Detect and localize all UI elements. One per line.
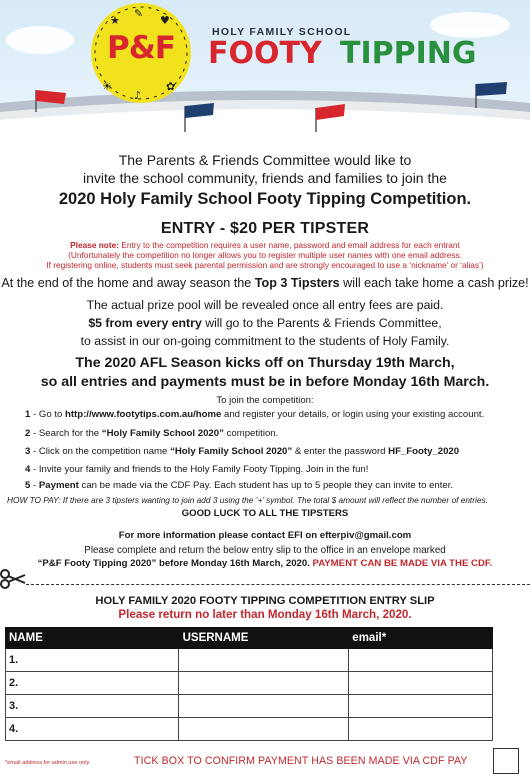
prize-pre: At the end of the home and away season the [1,276,255,290]
pool-line-2 [0,314,530,332]
svg-text:★: ★ [110,14,120,27]
contact-line: For more information please contact EFI on efterpiv@gmail.com [118,530,412,541]
header-banner [0,0,530,145]
note-line-1 [0,240,530,250]
slip-subtitle: Please return no later than Monday 16th March, 2020. [118,608,412,621]
scissors-icon [0,568,26,590]
prize-line [0,276,530,290]
competition-title: 2020 Holy Family School Footy Tipping Competition. [58,190,472,208]
note-label: Please note: [70,240,120,250]
pool-line-1: The actual prize pool will be revealed once all entry fees are paid. [86,298,444,312]
username-cell[interactable] [178,718,349,741]
payment-label: Payment [38,480,79,491]
note-text-1: Entry to the competition requires a user name, password and email address for each entrant [119,240,460,250]
cut-line [26,584,530,585]
table-row [6,672,493,695]
step-text: - Invite your family and friends to the Holy Family Footy Tipping. Join in the fun! [30,464,369,475]
step-number: 3 [25,446,31,457]
column-header-email: email* [349,628,493,649]
step-1 [25,409,484,420]
email-cell[interactable] [349,718,493,741]
step-5 [25,480,453,491]
pool-rest: will go to the Parents & Friends Committee, [201,316,442,330]
step-number: 1 [25,409,31,420]
username-cell[interactable] [178,695,349,718]
step-text: - Click on the competition name [30,446,171,457]
step-text: - Go to [30,409,65,420]
column-header-username: USERNAME [178,628,349,649]
svg-text:☀: ☀ [102,80,112,93]
step-3 [25,446,459,457]
entry-table [5,627,493,741]
step-text: and register your details, or login using your existing account. [221,409,485,420]
pool-bold: $5 from every entry [88,316,202,330]
competition-name: “Holy Family School 2020” [170,446,293,457]
svg-text:♥: ♥ [160,14,170,27]
competition-name: “Holy Family School 2020” [101,428,224,439]
pool-line-3: to assist in our on-going commitment to the students of Holy Family. [80,334,450,348]
return-bold: “P&F Footy Tipping 2020” before Monday 16th March, 2020. [37,558,310,569]
season-line-2: so all entries and payments must be in before Monday 16th March. [40,374,490,390]
name-cell[interactable]: 2. [6,672,179,695]
name-cell[interactable]: 3. [6,695,179,718]
competition-password: HF_Footy_2020 [388,446,460,457]
step-number: 5 [25,480,31,491]
school-name: HOLY FAMILY SCHOOL [212,26,352,38]
banner-graphic [0,0,530,145]
step-4 [25,464,368,475]
steps-heading: To join the competition: [216,395,314,406]
slip-title: HOLY FAMILY 2020 FOOTY TIPPING COMPETITION ENTRY SLIP [95,595,435,607]
prize-highlight: Top 3 Tipsters [254,276,340,290]
title-footy: FOOTY [208,36,322,71]
step-text: competition. [223,428,279,439]
email-cell[interactable] [349,695,493,718]
step-number: 4 [25,464,31,475]
tick-box-label: TICK BOX TO CONFIRM PAYMENT HAS BEEN MADE VIA CDF PAY [134,755,468,767]
return-line-1: Please complete and return the below entry slip to the office in an envelope marked [84,545,446,556]
table-row [6,718,493,741]
svg-text:♪: ♪ [134,89,142,102]
return-line-2 [0,558,530,569]
footytips-link[interactable]: http://www.footytips.com.au/home [65,409,222,420]
entry-fee: ENTRY - $20 PER TIPSTER [160,220,370,237]
prize-post: will each take home a cash prize! [339,276,529,290]
season-line-1: The 2020 AFL Season kicks off on Thursday 19th March, [75,355,455,371]
note-line-2: (Unfortunately the competition no longer allows you to register multiple user names with one email address. [68,250,462,260]
step-2 [25,428,278,439]
how-to-pay: HOW TO PAY: If there are 3 tipsters wanting to join add 3 using the ‘+’ symbol. The total $ amount will reflect the number of entries. [7,495,488,505]
svg-text:✎: ✎ [134,7,144,20]
note-line-3: If registering online, students must seek parental permission and are strongly encouraged to use a ‘nickname’ or ‘alias’) [46,260,484,270]
admin-note: *email address for admin use only. [5,760,91,766]
table-header-row [6,628,493,649]
name-cell[interactable]: 4. [6,718,179,741]
intro-line-1: The Parents & Friends Committee would like to [118,152,412,168]
intro-line-2: invite the school community, friends and families to join the [83,170,447,186]
svg-text:✿: ✿ [166,80,176,93]
payment-confirm-checkbox[interactable] [493,748,519,774]
email-cell[interactable] [349,649,493,672]
title-tipping: TIPPING [340,36,477,71]
username-cell[interactable] [178,672,349,695]
pf-logo [90,2,192,104]
payment-notice: PAYMENT CAN BE MADE VIA THE CDF. [309,558,493,569]
step-number: 2 [25,428,31,439]
table-row [6,649,493,672]
column-header-name: NAME [6,628,179,649]
step-text: - Search for the [30,428,102,439]
step-text: & enter the password [292,446,389,457]
username-cell[interactable] [178,649,349,672]
table-row [6,695,493,718]
step-text: can be made via the CDF Pay. Each student has up to 5 people they can invite to enter. [78,480,454,491]
step-text: - [30,480,39,491]
logo-text: P&F [107,30,175,66]
good-luck: GOOD LUCK TO ALL THE TIPSTERS [181,508,349,519]
email-cell[interactable] [349,672,493,695]
name-cell[interactable]: 1. [6,649,179,672]
